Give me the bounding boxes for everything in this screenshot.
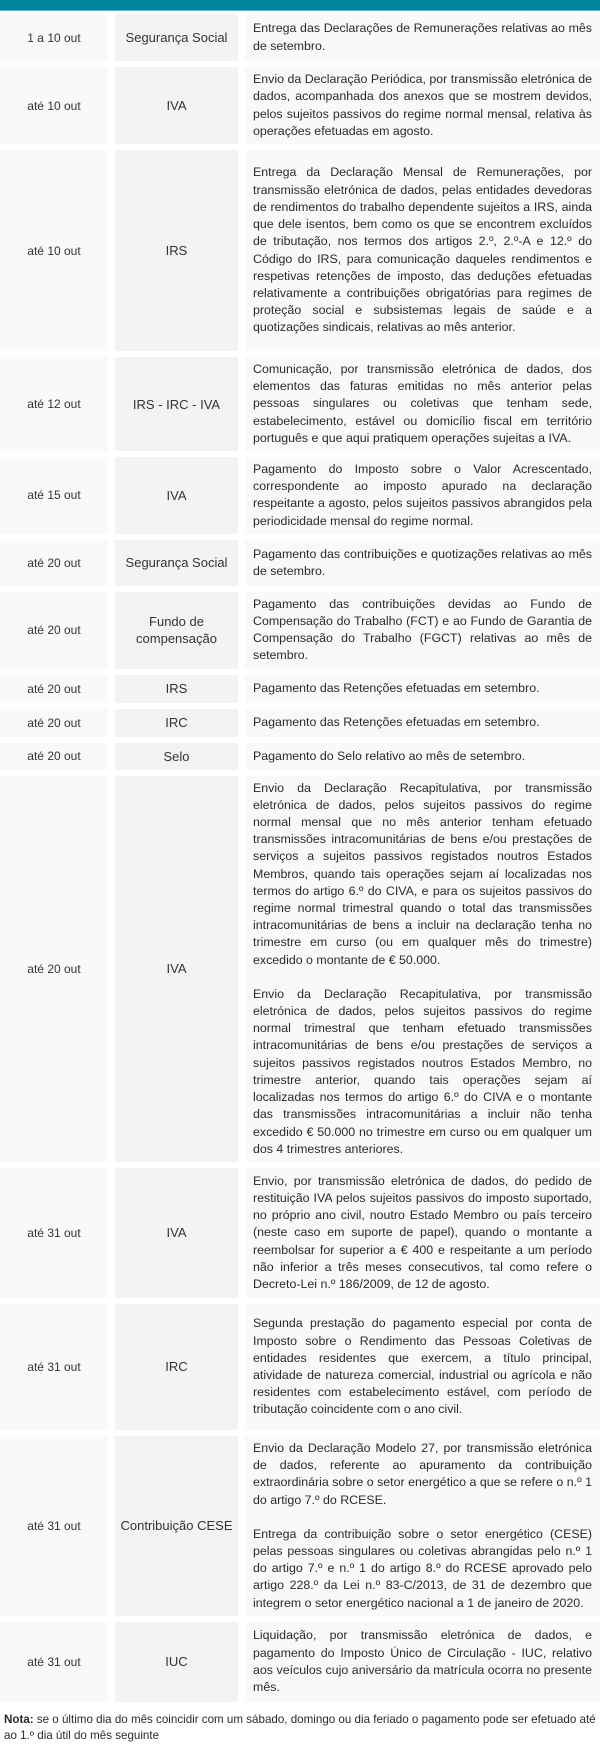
obligation-description [245,776,600,1162]
deadline-date: até 20 out [0,709,108,737]
table-row [0,1622,600,1702]
obligation-description [245,1168,600,1298]
footnote [0,1712,600,1744]
tax-category: IVA [115,67,238,144]
deadline-date: até 31 out [0,1304,108,1430]
footnote-label: Nota: [4,1712,34,1726]
table-row [0,14,600,61]
deadline-date: até 15 out [0,457,108,534]
table-row [0,540,600,586]
description-paragraph: Entrega da Declaração Mensal de Remunerações, por transmissão eletrónica de dados, pelas entidades devedoras de rendimentos do trabalho dependente sujeitos a IRS, ainda que dele isentos, bem como os que se encontrem excluídos de tributação, nos termos dos artigos 2.º, 2.º-A e 12.º do Código do IRS, para comunicação daqueles rendimentos e respetivas retenções de imposto, das deduções efetuadas relativamente a contribuições obrigatórias para regimes de proteção social e subsistemas legais de saúde e a quotizações sindicais, relativas ao mês anterior. [253,165,592,335]
table-row [0,709,600,737]
tax-category: IVA [115,776,238,1162]
table-row [0,150,600,351]
tax-category: IRC [115,709,238,737]
deadline-date: até 10 out [0,67,108,144]
footnote-text: se o último dia do mês coincidir com um sábado, domingo ou dia feriado o pagamento pode ser efetuado até ao 1.º dia útil do mês seguinte [4,1712,596,1742]
description-paragraph: Envio da Declaração Recapitulativa, por transmissão eletrónica de dados, pelos sujeitos passivos do regime normal mensal que no mês anterior tenham efetuado transmissões intracomunitárias de bens e/ou prestações de serviços a sujeitos passivos registados noutros Estados Membros, quando tais operações sejam aí localizadas nos termos do artigo 6.º do CIVA, e para os sujeitos passivos do regime normal trimestral quando o total das transmissões intracomunitárias de bens a incluir na declaração tenha no trimestre em curso (ou em qualquer mês do trimestre) excedido o montante de € 50.000. [253,780,592,967]
tax-category: Selo [115,743,238,770]
obligation-description [245,1622,600,1702]
description-paragraph: Pagamento das Retenções efetuadas em setembro. [253,681,540,696]
deadline-date: até 20 out [0,540,108,586]
description-paragraph: Pagamento do Imposto sobre o Valor Acrescentado, correspondente ao imposto apurado na declaração respeitante a agosto, pelos sujeitos passivos abrangidos pela periodicidade mensal do regime normal. [253,462,592,528]
obligation-description [245,67,600,144]
description-paragraph: Pagamento das contribuições devidas ao Fundo de Compensação do Trabalho (FCT) e ao Fundo de Garantia de Compensação do Trabalho (FGCT) relativas ao mês de setembro. [253,596,592,663]
description-paragraph: Pagamento das Retenções efetuadas em setembro. [253,715,540,730]
table-row [0,1168,600,1298]
obligation-description [245,743,600,770]
table-row [0,457,600,534]
tax-category: IRS - IRC - IVA [115,357,238,451]
deadline-date: até 20 out [0,592,108,669]
description-paragraph: Pagamento das contribuições e quotizações relativas ao mês de setembro. [253,546,592,578]
tax-category: IRC [115,1304,238,1430]
obligation-description [245,14,600,61]
tax-calendar-table [0,14,600,1702]
obligation-description [245,709,600,737]
obligation-description [245,1304,600,1430]
tax-category: Segurança Social [115,14,238,61]
description-paragraph: Envio da Declaração Periódica, por transmissão eletrónica de dados, acompanhada dos anexos que se mostrem devidos, pelos sujeitos passivos do regime normal mensal, relativa às operações efetuadas em agosto. [253,72,592,138]
description-paragraph: Entrega das Declarações de Remunerações relativas ao mês de setembro. [253,21,592,53]
table-row [0,592,600,669]
deadline-date: até 20 out [0,776,108,1162]
description-paragraph: Entrega da contribuição sobre o setor energético (CESE) pelas pessoas singulares ou coletivas abrangidas pelo n.º 1 do artigo 7.º e n.º 1 do artigo 8.º do RCESE aprovado pelo artigo 228.º da Lei n.º 83-C/2013, de 31 de dezembro que integrem o setor energético nacional a 1 de janeiro de 2020. [253,1526,592,1610]
obligation-description [245,675,600,703]
obligation-description [245,150,600,351]
description-paragraph: Pagamento do Selo relativo ao mês de setembro. [253,748,526,763]
table-row [0,1304,600,1430]
tax-category: Segurança Social [115,540,238,586]
description-paragraph: Envio, por transmissão eletrónica de dados, do pedido de restituição IVA pelos sujeitos passivos do imposto suportado, no próprio ano civil, noutro Estado Membro ou país terceiro (neste caso em suporte de papel), quando o montante a reembolsar for superior a € 400 e respeitante a um período não inferior a três meses consecutivos, tal como refere o Decreto-Lei n.º 186/2009, de 12 de agosto. [253,1173,592,1291]
table-row [0,357,600,451]
tax-category: Fundo de compensação [115,592,238,669]
obligation-description [245,457,600,534]
deadline-date: até 31 out [0,1436,108,1616]
deadline-date: até 31 out [0,1622,108,1702]
header-bar [0,0,600,11]
obligation-description [245,1436,600,1616]
description-paragraph: Liquidação, por transmissão eletrónica de dados, e pagamento do Imposto Único de Circulação - IUC, relativo aos veículos cujo aniversário da matrícula ocorra no presente mês. [253,1628,592,1694]
tax-category: IRS [115,150,238,351]
tax-category: Contribuição CESE [115,1436,238,1616]
table-row [0,743,600,770]
description-paragraph: Envio da Declaração Recapitulativa, por transmissão eletrónica de dados, pelos sujeitos passivos do regime normal trimestral que tenham efetuado transmissões intracomunitárias de bens e/ou prestações de serviços a sujeitos passivos registados noutros Estados Membro, no trimestre anterior, quando tais operações sejam aí localizadas nos termos do artigo 6.º do CIVA e o montante das transmissões intracomunitárias a incluir não tenha excedido € 50.000 no trimestre em curso ou em qualquer um dos 4 trimestres anteriores. [253,986,592,1156]
table-row [0,67,600,144]
obligation-description [245,357,600,451]
table-row [0,675,600,703]
table-row [0,776,600,1162]
description-paragraph: Envio da Declaração Modelo 27, por transmissão eletrónica de dados, referente ao apuramento da contribuição extraordinária sobre o setor energético a que se refere o n.º 1 do artigo 7.º do RCESE. [253,1440,592,1507]
deadline-date: 1 a 10 out [0,14,108,61]
deadline-date: até 12 out [0,357,108,451]
description-paragraph: Segunda prestação do pagamento especial por conta de Imposto sobre o Rendimento das Pessoas Coletivas de entidades residentes que exercem, a título principal, atividade de natureza comercial, industrial ou agrícola e não residentes com estabelecimento estável, com período de tributação coincidente com o ano civil. [253,1316,592,1417]
deadline-date: até 20 out [0,743,108,770]
tax-category: IUC [115,1622,238,1702]
table-row [0,1436,600,1616]
description-paragraph: Comunicação, por transmissão eletrónica de dados, dos elementos das faturas emitidas no mês anterior pelas pessoas singulares ou coletivas que tenham sede, estabelecimento, estável ou domicílio fiscal em território português e que aqui pratiquem operações sujeitas a IVA. [253,362,592,445]
tax-category: IVA [115,457,238,534]
obligation-description [245,540,600,586]
deadline-date: até 10 out [0,150,108,351]
tax-category: IRS [115,675,238,703]
tax-category: IVA [115,1168,238,1298]
deadline-date: até 31 out [0,1168,108,1298]
deadline-date: até 20 out [0,675,108,703]
obligation-description [245,592,600,669]
